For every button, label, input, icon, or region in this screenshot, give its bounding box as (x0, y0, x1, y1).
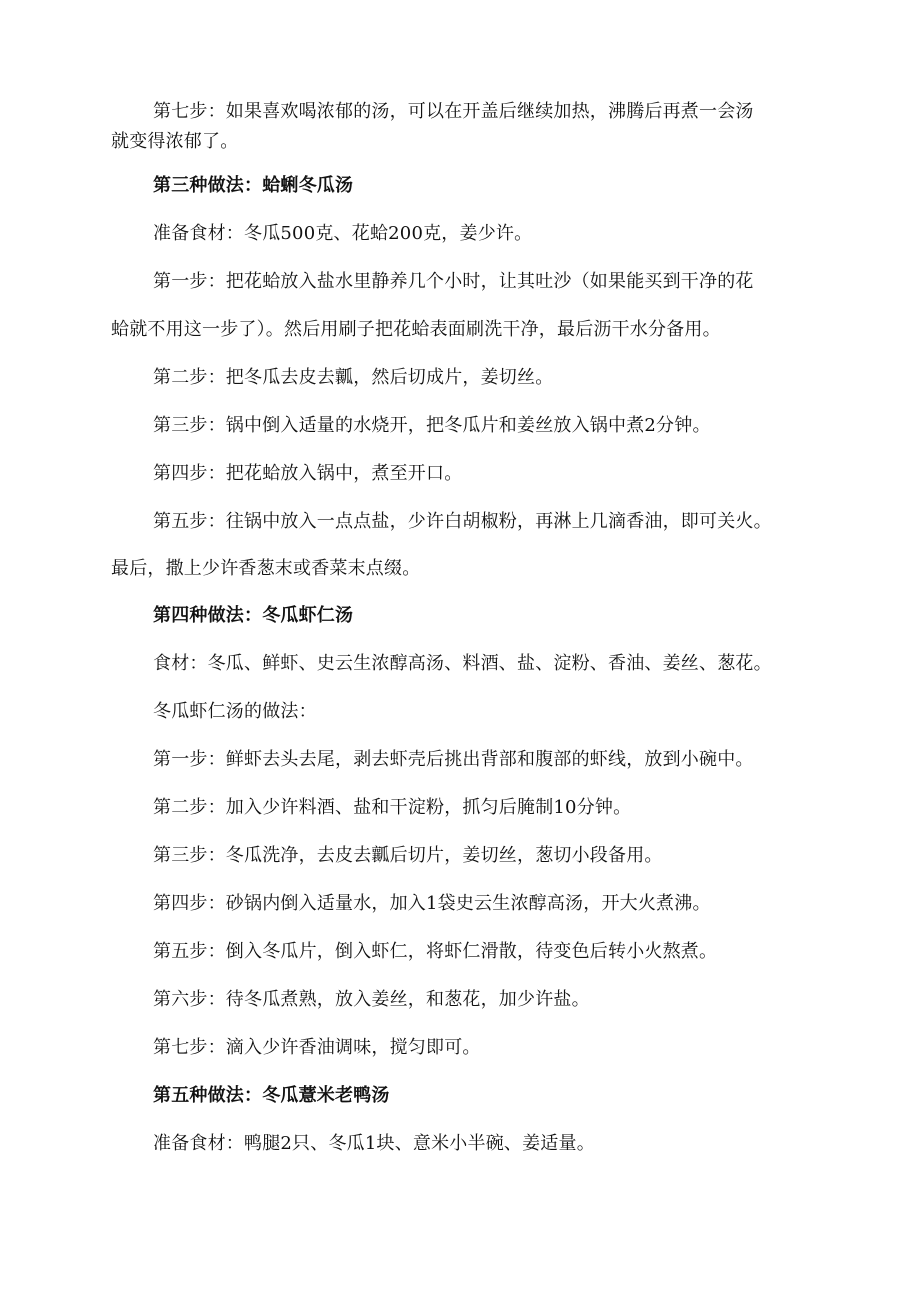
method-4-step-7: 第七步：滴入少许香油调味，搅匀即可。 (153, 1037, 481, 1058)
step-7-text-line-2: 就变得浓郁了。 (111, 131, 239, 152)
method-4-subtitle: 冬瓜虾仁汤的做法： (153, 701, 317, 722)
method-3-step-2: 第二步：把冬瓜去皮去瓤，然后切成片，姜切丝。 (153, 367, 554, 388)
method-4-step-3: 第三步：冬瓜洗净，去皮去瓤后切片，姜切丝，葱切小段备用。 (153, 845, 663, 866)
method-3-step-1-line-2: 蛤就不用这一步了）。然后用刷子把花蛤表面刷洗干净，最后沥干水分备用。 (111, 319, 721, 340)
section-heading-method-4: 第四种做法：冬瓜虾仁汤 (153, 605, 354, 626)
method-4-step-4: 第四步：砂锅内倒入适量水，加入1袋史云生浓醇高汤，开大火煮沸。 (153, 893, 711, 914)
ingredients-method-3: 准备食材：冬瓜500克、花蛤200克，姜少许。 (153, 223, 533, 244)
method-3-step-1-line-1: 第一步：把花蛤放入盐水里静养几个小时，让其吐沙（如果能买到干净的花 (153, 271, 754, 292)
method-4-step-5: 第五步：倒入冬瓜片，倒入虾仁，将虾仁滑散，待变色后转小火熬煮。 (153, 941, 718, 962)
method-3-step-5-line-1: 第五步：往锅中放入一点点盐，少许白胡椒粉，再淋上几滴香油，即可关火。 (153, 511, 772, 532)
method-4-step-1: 第一步：鲜虾去头去尾，剥去虾壳后挑出背部和腹部的虾线，放到小碗中。 (153, 749, 754, 770)
method-3-step-3: 第三步：锅中倒入适量的水烧开，把冬瓜片和姜丝放入锅中煮2分钟。 (153, 415, 711, 436)
method-4-step-6: 第六步：待冬瓜煮熟，放入姜丝，和葱花，加少许盐。 (153, 989, 590, 1010)
ingredients-method-4: 食材：冬瓜、鲜虾、史云生浓醇高汤、料酒、盐、淀粉、香油、姜丝、葱花。 (153, 653, 772, 674)
ingredients-method-5: 准备食材：鸭腿2只、冬瓜1块、意米小半碗、姜适量。 (153, 1133, 595, 1154)
step-7-text-line-1: 第七步：如果喜欢喝浓郁的汤，可以在开盖后继续加热，沸腾后再煮一会汤 (153, 101, 754, 122)
section-heading-method-5: 第五种做法：冬瓜薏米老鸭汤 (153, 1085, 390, 1106)
method-4-step-2: 第二步：加入少许料酒、盐和干淀粉，抓匀后腌制10分钟。 (153, 797, 632, 818)
method-3-step-4: 第四步：把花蛤放入锅中，煮至开口。 (153, 463, 463, 484)
method-3-step-5-line-2: 最后，撒上少许香葱末或香菜末点缀。 (111, 558, 421, 579)
section-heading-method-3: 第三种做法：蛤蜊冬瓜汤 (153, 175, 354, 196)
